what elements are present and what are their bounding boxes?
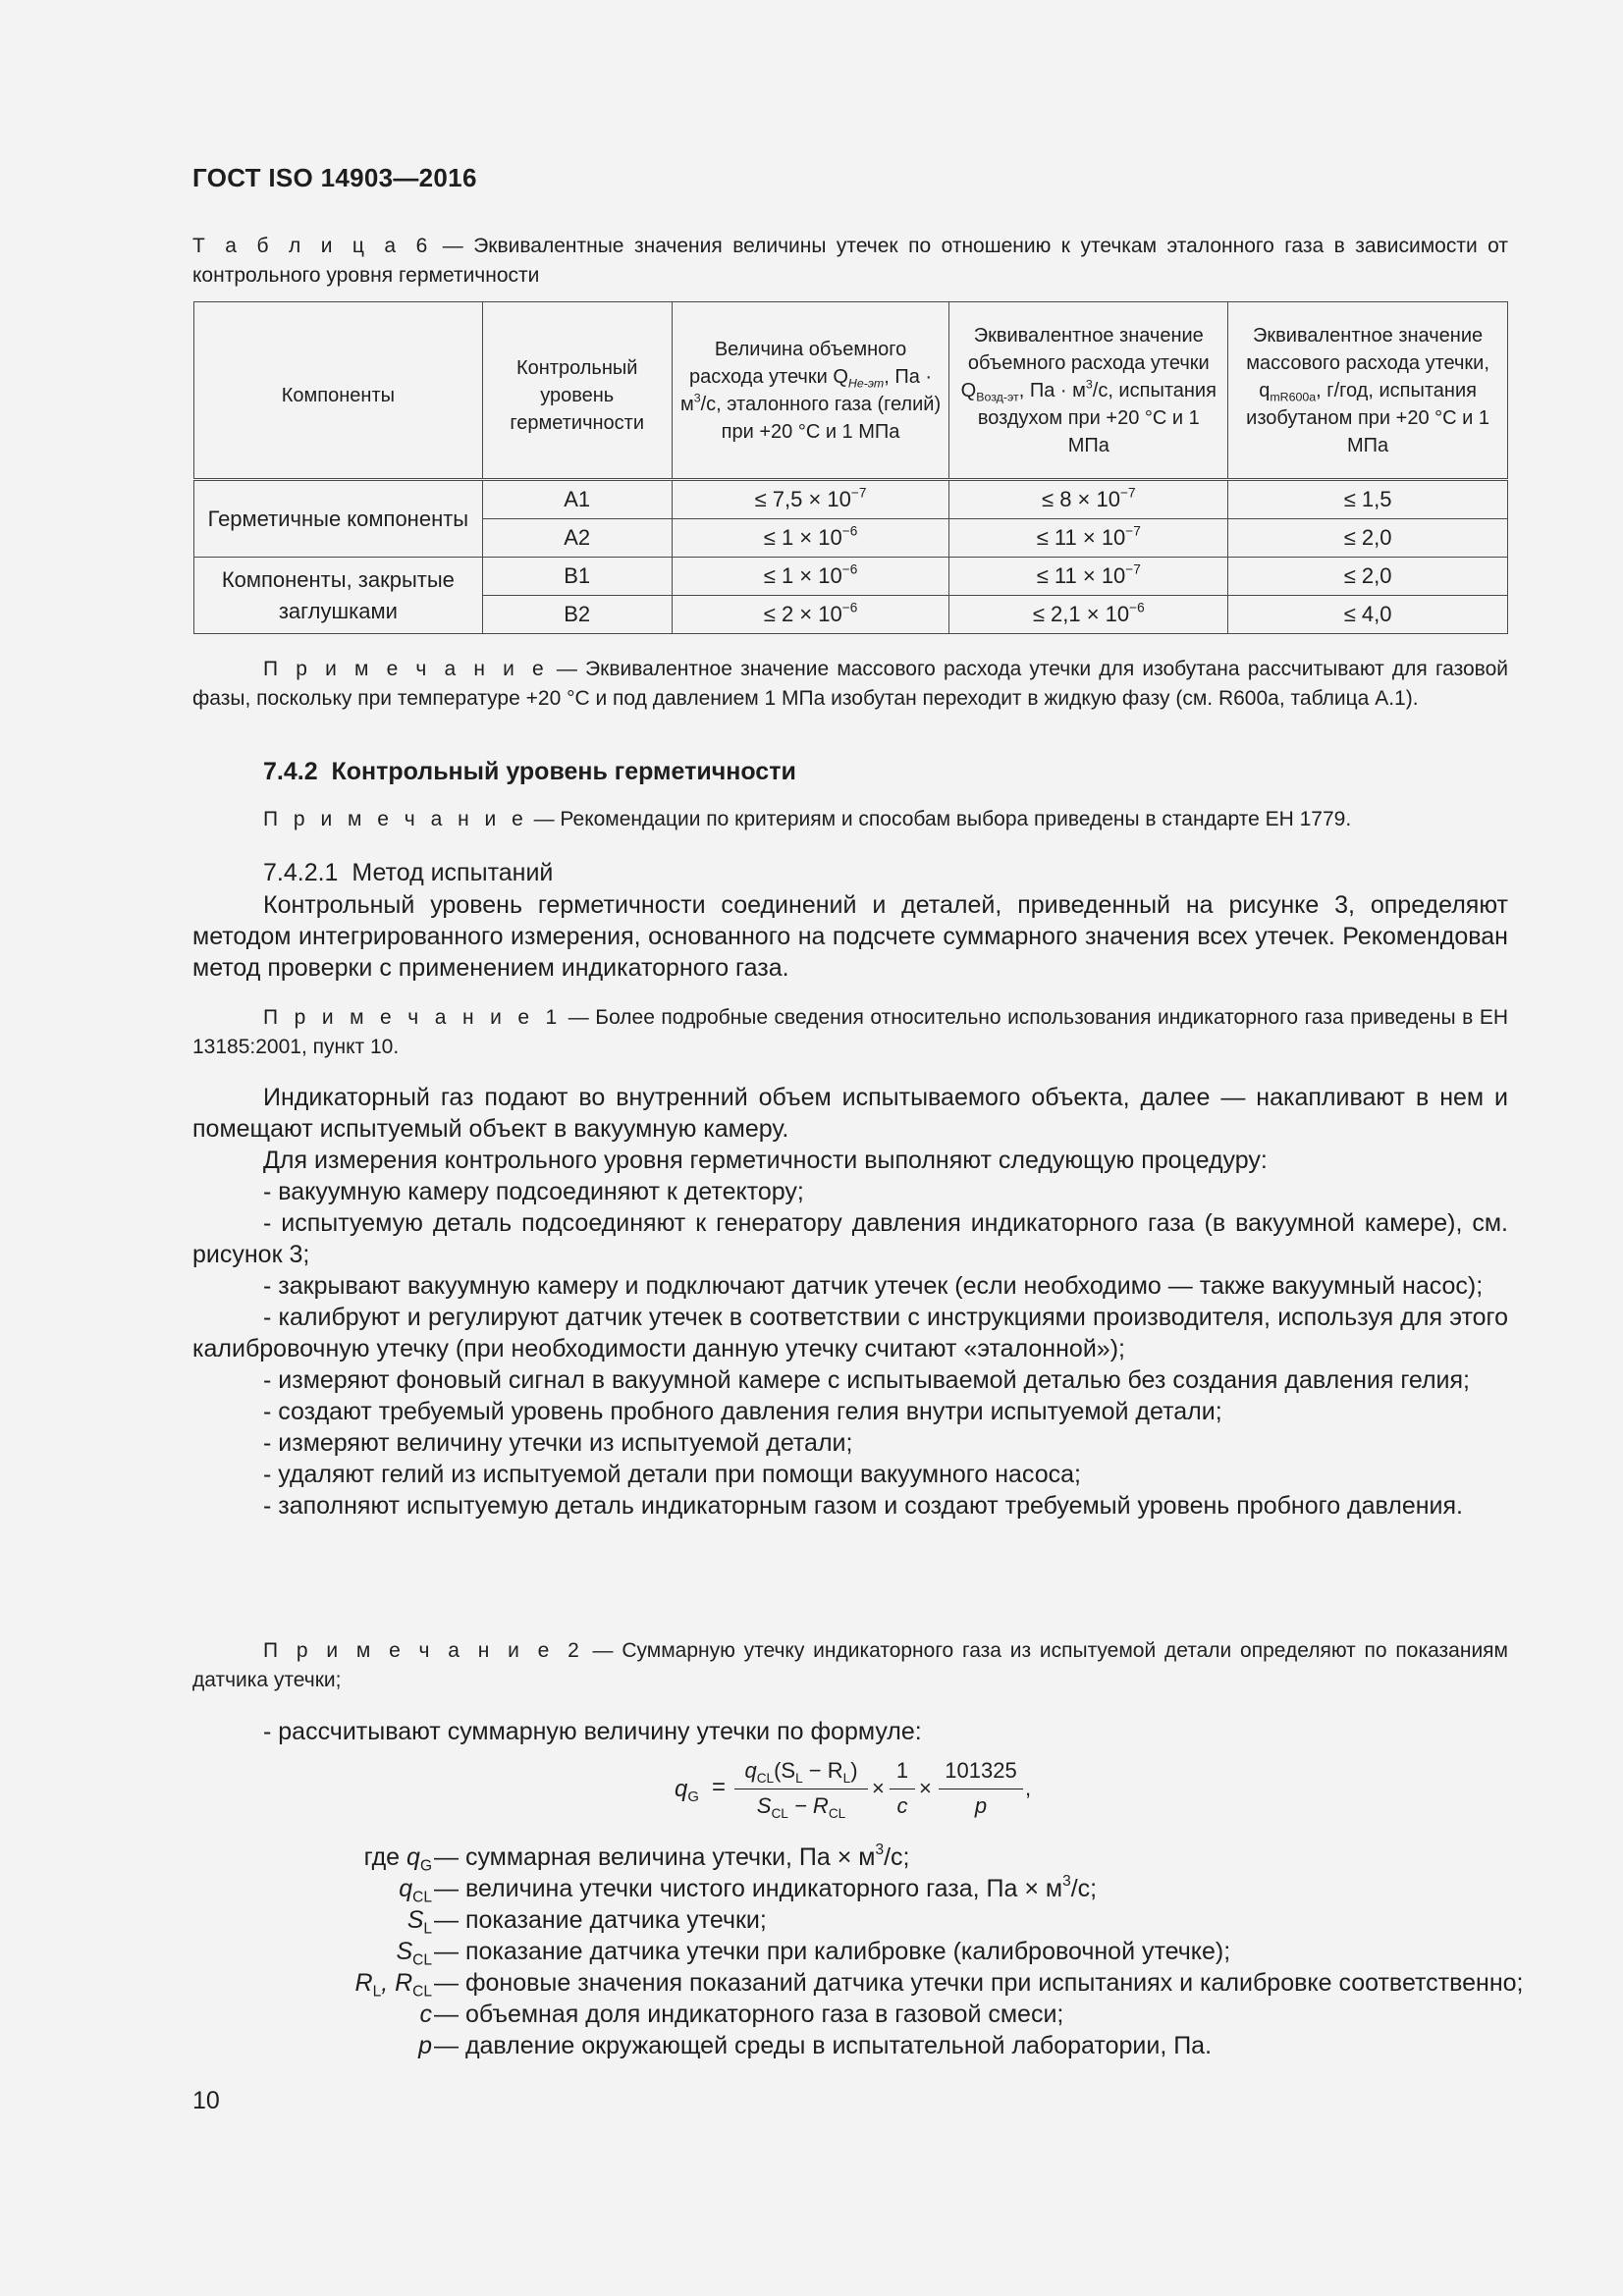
procedure-item: - испытуемую деталь подсоединяют к генератору давления индикаторного газа (в вакуумной камере), см. рисунок 3; — [192, 1209, 1508, 1268]
subsection-heading: 7.4.2.1 Метод испытаний — [263, 859, 554, 886]
procedure-item: - измеряют величину утечки из испытуемой детали; — [263, 1429, 853, 1457]
mass-cell: ≤ 4,0 — [1228, 596, 1508, 634]
where-symbol: $S_L$ — [406, 1906, 432, 1938]
header-helium: Величина объемного расхода утечки $Q_{He-эт}$, Па · $м^3/с$, эталонного газа (гелий) при +20 °С и 1 МПа — [672, 302, 949, 480]
section-heading: 7.4.2 Контрольный уровень герметичности — [263, 758, 796, 785]
procedure-item: - измеряют фоновый сигнал в вакуумной камере с испытываемой деталью без создания давления гелия; — [263, 1366, 1471, 1394]
where-item — [147, 1999, 1522, 2030]
where-description: — объемная доля индикаторного газа в газовой смеси; — [434, 2001, 1064, 2028]
where-description: — показание датчика утечки; — [434, 1906, 767, 1934]
table-row — [194, 480, 1508, 519]
formula-den2: c — [896, 1793, 908, 1818]
formula-times: × — [872, 1776, 885, 1800]
where-description: — величина утечки чистого индикаторного газа, Па × $м^3/с$; — [434, 1873, 1098, 1902]
air-cell: ≤ $11 \times 10^{-7}$ — [949, 519, 1228, 558]
method-paragraph: Контрольный уровень герметичности соединений и деталей, приведенный на рисунке 3, определяют методом интегрированного измерения, основанного на подсчете суммарного значения всех утечек. Рекомендован метод проверки с применением индикаторного газа. — [192, 891, 1508, 982]
formula-intro: - рассчитывают суммарную величину утечки по формуле: — [263, 1718, 922, 1745]
procedure-item: - удаляют гелий из испытуемой детали при помощи вакуумного насоса; — [263, 1461, 1081, 1488]
where-item — [147, 1873, 1522, 1904]
formula-num3: 101325 — [945, 1758, 1017, 1783]
mass-cell: ≤ 2,0 — [1228, 519, 1508, 558]
note-label: П р и м е ч а н и е — [263, 658, 549, 680]
formula-den1: $S_{CL} - R_{CL}$ — [756, 1793, 846, 1821]
page-number: 10 — [192, 2087, 220, 2114]
header-isobutane: Эквивалентное значение массового расхода утечки, $q_{mR600a}$, г/год, испытания изобутаном при +20 °С и 1 МПа — [1228, 302, 1508, 480]
note-label: П р и м е ч а н и е — [263, 808, 528, 830]
group-name: Компоненты, закрытые заглушками — [194, 558, 483, 634]
section-note — [263, 808, 1351, 831]
where-symbol: где $q_G$ — [363, 1843, 432, 1875]
procedure-item: - создают требуемый уровень пробного давления гелия внутри испытуемой детали; — [263, 1398, 1222, 1425]
where-description: — суммарная величина утечки, Па × $м^3/с$; — [434, 1842, 910, 1871]
formula-num2: 1 — [895, 1758, 909, 1783]
table-note — [192, 655, 1508, 714]
where-list — [147, 1842, 1522, 2061]
procedure-item: - калибруют и регулируют датчик утечек в соответствии с инструкциями производителя, используя для этого калибровочную утечку (при необходимости данную утечку считают «эталонной»); — [192, 1304, 1508, 1362]
formula-den3: p — [974, 1793, 988, 1818]
where-description: — показание датчика утечки при калибровке (калибровочной утечке); — [434, 1938, 1231, 1965]
helium-cell: ≤ $1 \times 10^{-6}$ — [672, 558, 949, 596]
where-symbol: $R_L$, $R_{CL}$ — [354, 1969, 432, 2001]
air-cell: ≤ $2,1 \times 10^{-6}$ — [949, 596, 1228, 634]
where-symbol: $S_{CL}$ — [396, 1938, 432, 1969]
note-text: — Рекомендации по критериям и способам выбора приведены в стандарте ЕН 1779. — [527, 808, 1352, 830]
document-header: ГОСТ ISO 14903—2016 — [192, 163, 477, 192]
table-row — [194, 558, 1508, 596]
note-2 — [192, 1636, 1508, 1695]
procedure-item: Для измерения контрольного уровня герметичности выполняют следующую процедуру: — [263, 1147, 1268, 1174]
where-symbol: p — [418, 2032, 432, 2059]
formula-eq: = — [712, 1774, 727, 1800]
helium-cell: ≤ $1 \times 10^{-6}$ — [672, 519, 949, 558]
where-symbol: c — [419, 2001, 432, 2028]
where-symbol: $q_{CL}$ — [399, 1875, 432, 1906]
where-item — [147, 2030, 1522, 2061]
air-cell: ≤ $11 \times 10^{-7}$ — [949, 558, 1228, 596]
helium-cell: ≤ $2 \times 10^{-6}$ — [672, 596, 949, 634]
note-label: П р и м е ч а н и е 2 — [263, 1639, 584, 1662]
header-components: Компоненты — [194, 302, 483, 480]
note-1 — [192, 1003, 1508, 1062]
where-item — [147, 1936, 1522, 1967]
formula-times: × — [919, 1776, 932, 1800]
where-item — [147, 1967, 1522, 1999]
formula-lhs: $q_G$ — [675, 1776, 699, 1806]
procedure-item: - закрывают вакуумную камеру и подключают датчик утечек (если необходимо — также вакуумный насос); — [263, 1272, 1484, 1300]
procedure-list — [192, 1082, 1508, 1522]
table-caption-text: — Эквивалентные значения величины утечек по отношению к утечкам эталонного газа в зависимости от контрольного уровня герметичности — [192, 235, 1508, 287]
procedure-item: - вакуумную камеру подсоединяют к детектору; — [263, 1178, 804, 1205]
mass-cell: ≤ 1,5 — [1228, 480, 1508, 519]
procedure-item: - заполняют испытуемую деталь индикаторным газом и создают требуемый уровень пробного давления. — [263, 1492, 1463, 1520]
where-description: — фоновые значения показаний датчика утечки при испытаниях и калибровке соответственно; — [434, 1969, 1524, 1997]
group-name: Герметичные компоненты — [194, 480, 483, 558]
leak-equivalence-table — [193, 301, 1508, 634]
header-level: Контрольный уровень герметичности — [482, 302, 672, 480]
header-air: Эквивалентное значение объемного расхода утечки $Q_{Возд-эт}$, Па · $м^3/с$, испытания воздухом при +20 °С и 1 МПа — [949, 302, 1228, 480]
note-label: П р и м е ч а н и е 1 — [263, 1006, 563, 1029]
where-description: — давление окружающей среды в испытательной лаборатории, Па. — [434, 2032, 1213, 2059]
level-cell: В2 — [482, 596, 672, 634]
leak-formula — [668, 1757, 1060, 1826]
air-cell: ≤ $8 \times 10^{-7}$ — [949, 480, 1228, 519]
level-cell: А2 — [482, 519, 672, 558]
table-caption-label: Т а б л и ц а 6 — [192, 235, 433, 257]
note-text: — Более подробные сведения относительно использования индикаторного газа приведены в ЕН 13185:2001, пункт 10. — [192, 1006, 1508, 1058]
where-item — [147, 1842, 1522, 1873]
formula-end: , — [1025, 1776, 1032, 1800]
procedure-item: Индикаторный газ подают во внутренний объем испытываемого объекта, далее — накапливают в нем и помещают испытуемый объект в вакуумную камеру. — [192, 1084, 1508, 1143]
table-caption — [192, 232, 1508, 291]
mass-cell: ≤ 2,0 — [1228, 558, 1508, 596]
level-cell: В1 — [482, 558, 672, 596]
note-text: — Суммарную утечку индикаторного газа из испытуемой детали определяют по показаниям датчика утечки; — [192, 1639, 1508, 1691]
level-cell: А1 — [482, 480, 672, 519]
helium-cell: ≤ $7,5 \times 10^{-7}$ — [672, 480, 949, 519]
where-item — [147, 1904, 1522, 1936]
note-text: — Эквивалентное значение массового расхода утечки для изобутана рассчитывают для газовой фазы, поскольку при температуре +20 °С и под давлением 1 МПа изобутан переходит в жидкую фазу (см. R600a, таблица А.1). — [192, 658, 1508, 710]
formula-num1: $q_{CL}(S_L - R_L)$ — [744, 1758, 858, 1786]
